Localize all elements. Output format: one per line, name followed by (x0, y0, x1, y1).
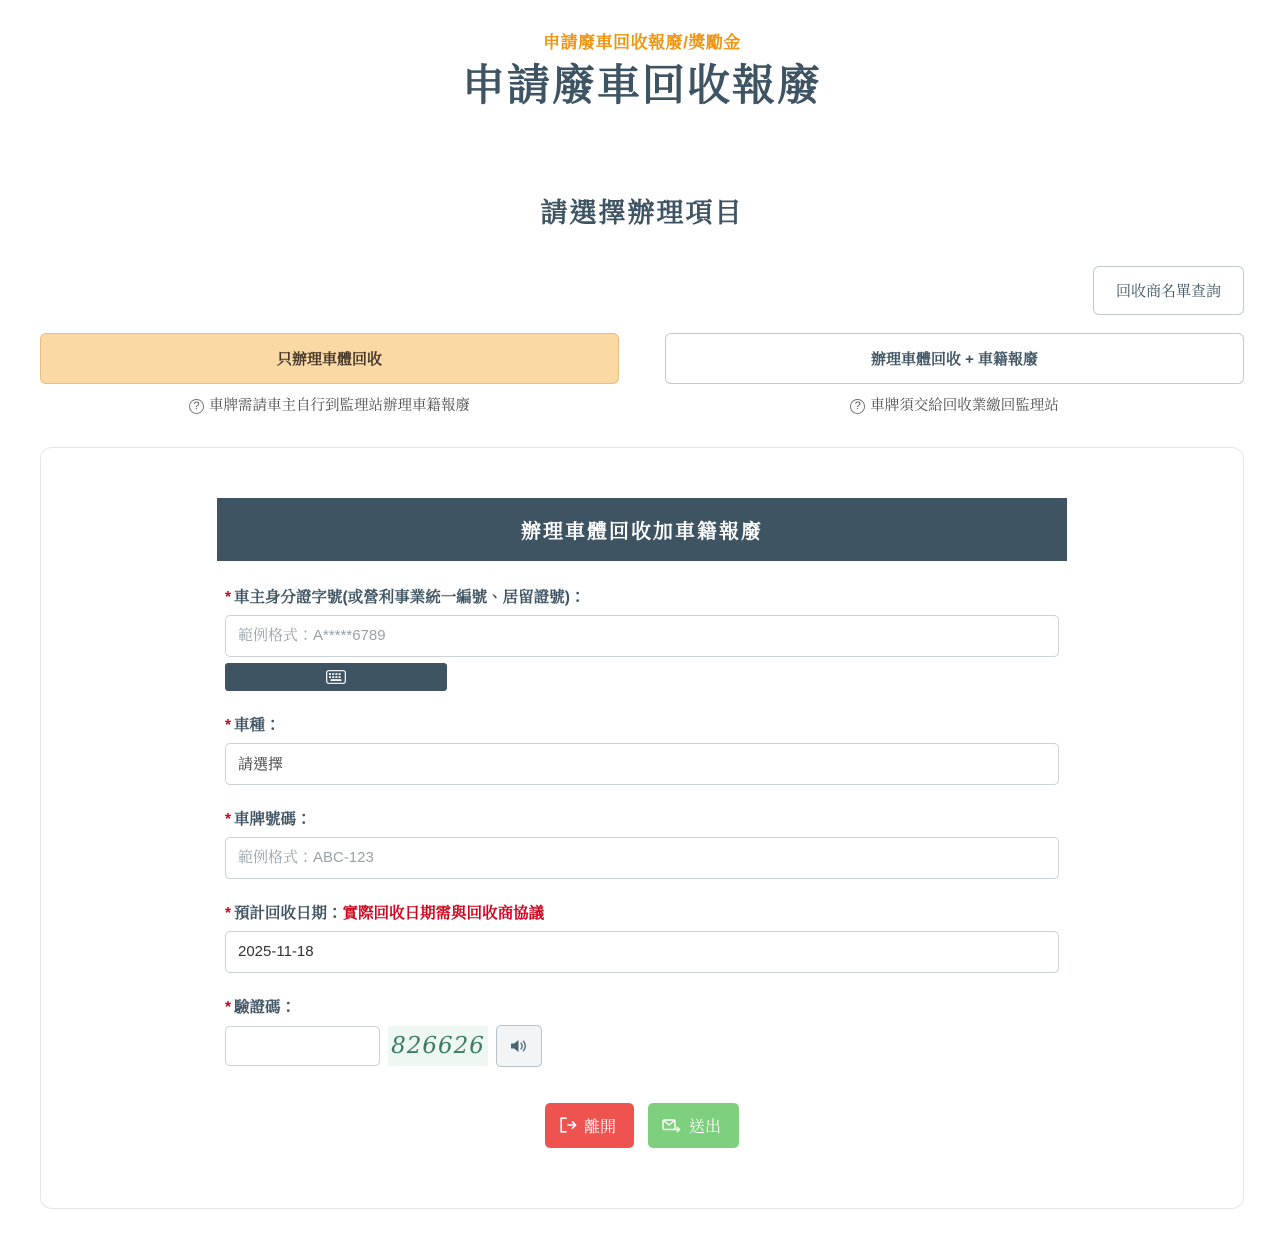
label-vehicle-type-text: 車種： (234, 716, 281, 734)
label-owner-id-text: 車主身分證字號(或營利事業統一編號、居留證號)： (234, 588, 586, 606)
form-wrapper (217, 498, 1067, 1148)
keyboard-icon (326, 670, 346, 684)
label-recycle-date (225, 901, 1059, 923)
captcha-row (225, 1025, 1059, 1067)
leave-button[interactable] (545, 1103, 634, 1148)
option-tabs (0, 333, 1284, 415)
exit-icon (559, 1117, 577, 1133)
submit-button-label: 送出 (689, 1118, 722, 1136)
option-note-text: 車牌須交給回收業繳回監理站 (870, 397, 1059, 414)
option-column-body-and-registration (665, 333, 1244, 415)
required-mark: * (225, 904, 232, 922)
required-mark: * (225, 588, 232, 606)
option-column-body-only (40, 333, 619, 415)
required-mark: * (225, 716, 232, 734)
label-plate-number (225, 807, 1059, 829)
section-title: 請選擇辦理項目 (540, 197, 744, 228)
virtual-keyboard-button[interactable] (225, 663, 447, 691)
captcha-audio-button[interactable] (496, 1025, 542, 1067)
tab-body-recycle-and-deregistration[interactable]: 辦理車體回收 + 車籍報廢 (665, 333, 1244, 384)
field-captcha (225, 995, 1059, 1067)
option-note-text: 車牌需請車主自行到監理站辦理車籍報廢 (209, 397, 470, 414)
form-card (40, 447, 1244, 1209)
label-plate-number-text: 車牌號碼： (234, 810, 312, 828)
captcha-image: 826626 (388, 1026, 488, 1066)
recycle-date-input[interactable] (225, 931, 1059, 973)
label-owner-id (225, 585, 1059, 607)
form-body (217, 585, 1067, 1148)
page-header (0, 0, 1284, 113)
captcha-input[interactable] (225, 1026, 380, 1066)
field-plate-number (225, 807, 1059, 879)
tab-body-recycle-only[interactable]: 只辦理車體回收 (40, 333, 619, 384)
question-circle-icon: ? (189, 399, 204, 414)
field-owner-id (225, 585, 1059, 691)
page-title: 申請廢車回收報廢 (462, 62, 822, 110)
label-captcha-text: 驗證碼： (234, 998, 297, 1016)
required-mark: * (225, 998, 232, 1016)
submit-button[interactable] (648, 1103, 739, 1148)
owner-id-input[interactable] (225, 615, 1059, 657)
field-vehicle-type (225, 713, 1059, 785)
label-recycle-date-alert: 實際回收日期需與回收商協議 (342, 904, 545, 922)
option-note-body-only (40, 394, 619, 415)
vehicle-type-select[interactable] (225, 743, 1059, 785)
label-vehicle-type (225, 713, 1059, 735)
question-circle-icon: ? (850, 399, 865, 414)
form-header-title: 辦理車體回收加車籍報廢 (217, 498, 1067, 561)
send-icon (662, 1117, 682, 1133)
toolbar (0, 266, 1284, 315)
leave-button-label: 離開 (583, 1118, 616, 1136)
label-captcha (225, 995, 1059, 1017)
plate-number-input[interactable] (225, 837, 1059, 879)
label-recycle-date-text: 預計回收日期： (234, 904, 343, 922)
field-recycle-date (225, 901, 1059, 973)
recycler-list-query-button[interactable]: 回收商名單查詢 (1093, 266, 1244, 315)
speaker-icon (509, 1037, 529, 1055)
header-subtitle: 申請廢車回收報廢/獎勵金 (543, 33, 741, 52)
form-actions (225, 1103, 1059, 1148)
required-mark: * (225, 810, 232, 828)
option-note-body-and-registration (665, 394, 1244, 415)
